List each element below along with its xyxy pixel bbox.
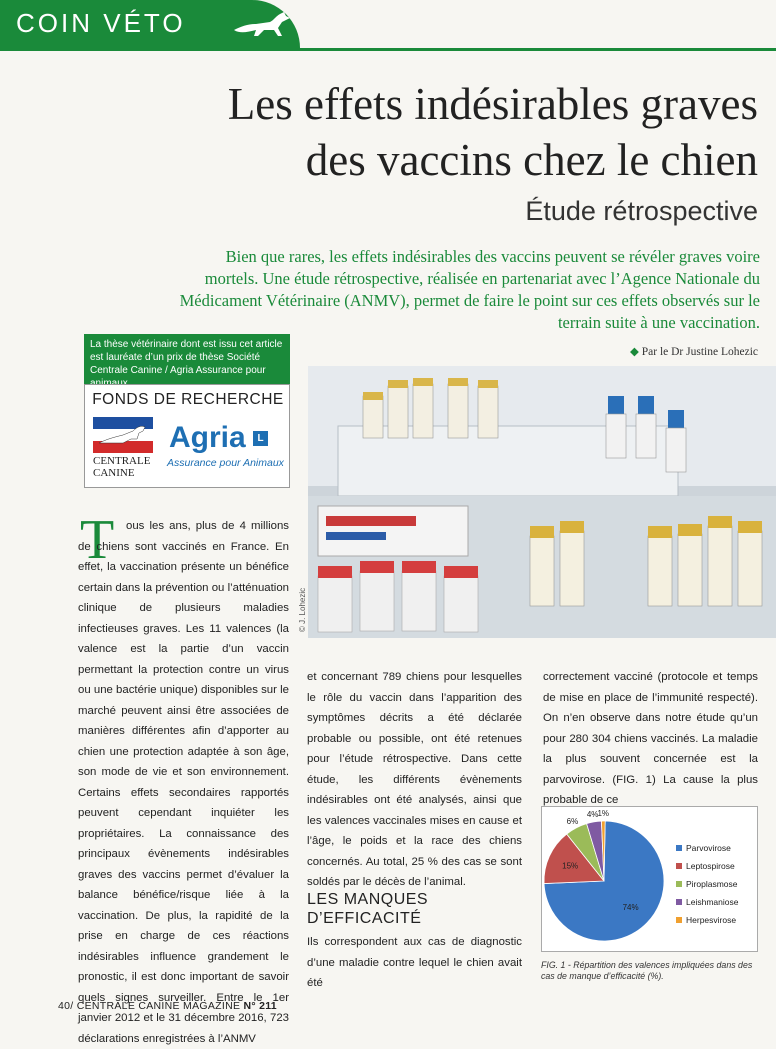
article-title-line-2: des vaccins chez le chien — [305, 135, 758, 185]
legend-label-leptospirose: Leptospirose — [686, 861, 735, 871]
legend-label-leishmaniose: Leishmaniose — [686, 897, 739, 907]
body-column-3: correctement vacciné (protocole et temps de mise en place de l’immunité respecté). On n’en observe dans notre étude qu’un pour 280 304 chiens vaccinés. La maladie la plus souvent concernée est la parvovirose. (FIG. 1) La cause la plus probable de ce — [543, 671, 758, 806]
section-heading: LES MANQUES D’EFFICACITÉ — [307, 891, 429, 927]
legend-swatch-piroplasmose — [676, 881, 682, 887]
prize-notice: La thèse vétérinaire dont est issu cet article est lauréate d’un prix de thèse Société Centrale Canine / Agria Assurance pour — [84, 334, 290, 384]
centrale-canine-logo-icon — [93, 417, 153, 453]
section-title: COIN VÉTO — [16, 8, 186, 38]
issue-number: N° 211 — [243, 1000, 277, 1012]
drop-cap: T — [80, 509, 115, 571]
diamond-icon: ◆ — [630, 346, 639, 358]
pie-label-leptospirose: 15% — [562, 861, 579, 871]
pie-label-piroplasmose: 6% — [566, 816, 579, 826]
byline-text: Par le Dr Justine Lohezic — [641, 346, 758, 358]
body-column-2-continued: Ils correspondent aux cas de diagnostic d’une maladie contre lequel le chien avait été — [307, 936, 522, 989]
page-footer — [58, 1000, 277, 1012]
vaccine-fridge-photo — [308, 366, 776, 638]
body-column-2: et concernant 789 chiens pour lesquelles le rôle du vaccin dans l’apparition des symptômes décrits a été déclarée probable ou possible, ont été retenues pour l’étude rétrospective. Dans cette étude, les différents évènements indésirables ont été analysés, ainsi que les valences vaccinales mises en cause et l’âge, le poids et la race des chiens concernés. Au total, 25 % des cas se sont soldés par le décès de l’animal. — [307, 671, 522, 888]
magazine-name: / CENTRALE CANINE MAGAZINE — [70, 1000, 241, 1012]
agria-tagline: Assurance pour Animaux — [167, 457, 284, 469]
cc-line-1: CENTRALE — [93, 455, 151, 467]
centrale-canine-wordmark — [93, 455, 150, 479]
pie-chart — [542, 807, 757, 951]
legend-swatch-leptospirose — [676, 863, 682, 869]
pie-label-leishmaniose: 4% — [586, 809, 599, 819]
figure-1-chart — [541, 806, 758, 952]
legend-swatch-parvovirose — [676, 845, 682, 851]
page-number: 40 — [58, 1000, 71, 1012]
byline — [630, 344, 758, 358]
article-title-line-1: Les effets indésirables graves — [227, 79, 758, 129]
figure-caption: FIG. 1 - Répartition des valences impliquées dans des cas de manque d’efficacité (%). — [541, 960, 753, 981]
article-subtitle: Étude rétrospective — [525, 196, 758, 226]
body-paragraph-1: ous les ans, plus de 4 millions de chiens sont vaccinés en France. En effet, la vaccination présente un bénéfice certain dans la prévention ou l’atténuation clinique de plusieurs maladies infectieuses graves. Les 11 valences (la valence est la partie d’un vaccin permettant la protection contre un virus ou une bactérie unique) disponibles sur le marché peuvent ainsi être associées de manières différentes afin d’apporter au chien une protection adaptée à son âge, son mode de vie et son environnement. Certains effets secondaires rapportés peuvent cependant inquiéter les propriétaires. La connaissance des principaux évènements indésirables graves des vaccins permet d’évaluer la balance bénéfice/risque liée à la vaccination. De plus, la rapidité de la prise en charge de ces réactions indésirables influence grandement le pronostic, il est donc important de savoir quels signes surveiller. Entre le 1er janvier 2012 et le 31 décembre 2016, 723 déclarations enregistrées à l’ANMV — [78, 520, 289, 1045]
legend-label-herpesvirose: Herpesvirose — [686, 915, 737, 925]
legend-swatch-herpesvirose — [676, 917, 682, 923]
sponsor-box-title: FONDS DE RECHERCHE — [92, 391, 284, 408]
body-column-1 — [78, 516, 289, 1049]
sponsor-box — [84, 384, 290, 488]
agria-logo: Agria — [169, 421, 246, 454]
pie-label-herpesvirose: 1% — [597, 809, 610, 819]
legend-label-parvovirose: Parvovirose — [686, 843, 731, 853]
article-lede: Bien que rares, les effets indésirables des vaccins peuvent se révéler graves voire mortels. Une étude rétrospective, réalisée en partenariat avec l’Agence Nationale du Médicament Vétérinaire (ANMV), permet de faire le point sur ces effets observés sur le terrain suite à une vaccination. — [179, 247, 760, 332]
cc-line-2: CANINE — [93, 467, 135, 479]
agria-square-icon: L — [253, 431, 268, 446]
legend-swatch-leishmaniose — [676, 899, 682, 905]
pie-label-parvovirose: 74% — [622, 903, 639, 913]
photo-credit: © J. Lohezic — [298, 587, 307, 632]
dog-icon — [232, 8, 292, 40]
legend-label-piroplasmose: Piroplasmose — [686, 879, 738, 889]
header-rule — [0, 48, 776, 51]
